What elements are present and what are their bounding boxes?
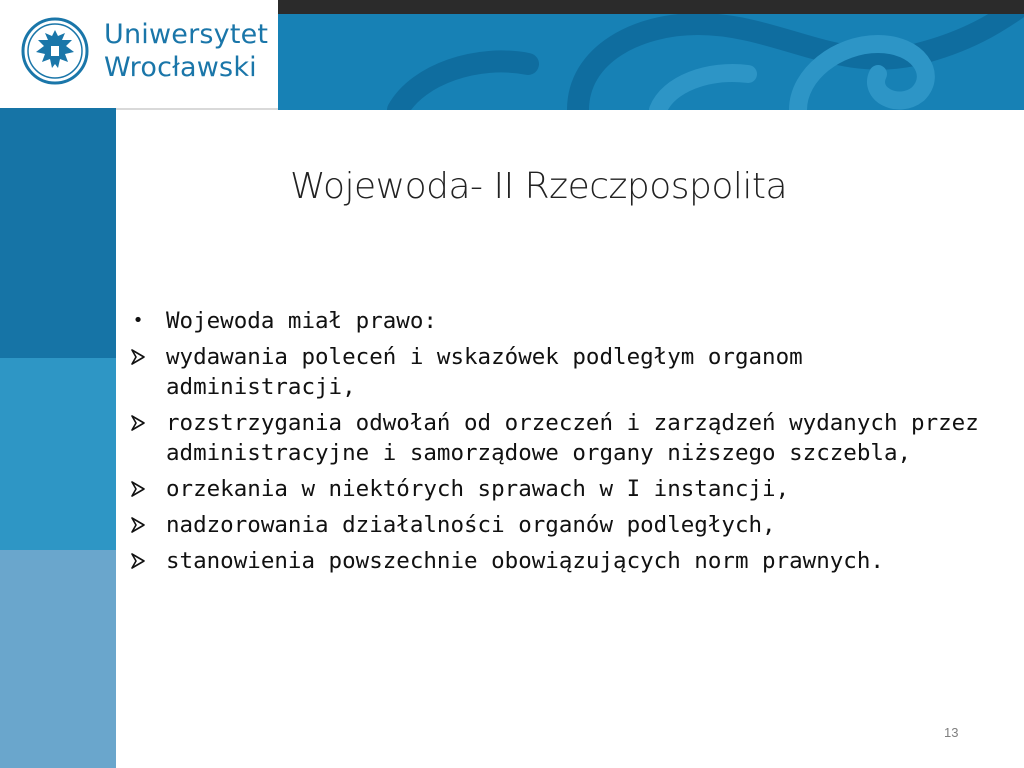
university-logo: [0, 0, 278, 110]
list-item: [126, 510, 1006, 540]
university-eagle-seal-icon: [20, 16, 90, 86]
university-name: [104, 18, 268, 84]
arrowhead-bullet-icon: [126, 474, 150, 507]
list-item: [126, 408, 1006, 468]
slide-title: Wojewoda- II Rzeczpospolita: [290, 166, 788, 207]
list-item-line: rozstrzygania odwołań od orzeczeń i zarządzeń wydanych przez: [166, 410, 979, 436]
list-item: [126, 342, 1006, 402]
list-item: [126, 546, 1006, 576]
list-item-line: orzekania w niektórych sprawach w I instancji,: [166, 476, 790, 502]
left-stripe-dark: [0, 108, 116, 358]
arrowhead-bullet-icon: [126, 408, 150, 441]
intro-item: [126, 306, 1006, 336]
list-item: [126, 474, 1006, 504]
university-name-line2: Wrocławski: [104, 52, 257, 83]
list-item-line: administracyjne i samorządowe organy niższego szczebla,: [166, 440, 912, 466]
page-number: 13: [944, 725, 959, 740]
list-item-line: administracji,: [166, 374, 356, 400]
arrowhead-bullet-icon: [126, 342, 150, 375]
header-banner: [278, 14, 1024, 110]
round-bullet-icon: •: [132, 310, 144, 331]
top-dark-strip: [278, 0, 1024, 14]
list-item-line: stanowienia powszechnie obowiązujących norm prawnych.: [166, 548, 884, 574]
slide-content: [126, 306, 1006, 582]
arrowhead-bullet-icon: [126, 510, 150, 543]
left-stripe-mid: [0, 358, 116, 550]
list-item-line: wydawania poleceń i wskazówek podległym organom: [166, 344, 803, 370]
left-stripe-light: [0, 550, 116, 768]
swirl-pattern-icon: [278, 14, 1024, 110]
arrowhead-bullet-icon: [126, 546, 150, 579]
university-name-line1: Uniwersytet: [104, 19, 269, 50]
list-item-line: nadzorowania działalności organów podległych,: [166, 512, 776, 538]
intro-text: Wojewoda miał prawo:: [166, 308, 437, 334]
